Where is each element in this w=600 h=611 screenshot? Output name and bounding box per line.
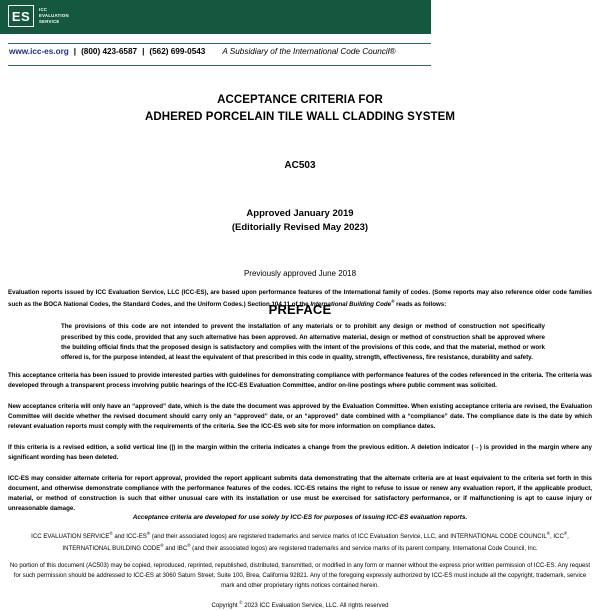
copyright-symbol-icon: ©	[239, 599, 243, 605]
preface-paragraph-5: ICC-ES may consider alternate criteria for report approval, provided the report applicant submits data demonstrating that the alternate criteria are at least equivalent to the criteria set forth in this document, and otherwise demonstrate compliance with the performance features of the codes. ICC-ES retains the right to refuse to issue or renew any evaluation report, if the applicable product, material, or method of construction is such that either unusual care with its installation or use must be exercised for satisfactory performance, or if malfunctioning is apt to cause injury or unreasonable damage.	[8, 475, 592, 513]
copyright-prefix: Copyright	[211, 601, 240, 609]
tm-line2-sup4: ®	[187, 543, 191, 549]
document-footer	[8, 513, 592, 611]
tm-line2-e: (and their associated logos)	[190, 545, 268, 553]
logo-wordmark	[39, 5, 69, 25]
preface-body	[8, 288, 592, 520]
copyright-text: 2023 ICC Evaluation Service, LLC. All rights reserved	[242, 601, 389, 609]
revision-note-b: ) in the margin within the criteria indicates a change from the previous edition. A deletion indicator (→) is provided in the margin where any significant wording has been deleted.	[8, 444, 592, 462]
logo-word-service: SERVICE	[39, 19, 60, 25]
title-block	[8, 92, 592, 317]
tm-line3: are registered trademarks and service marks of its parent company, International Code Council, Inc.	[268, 545, 538, 553]
title-line-1: ACCEPTANCE CRITERIA FOR	[217, 94, 383, 106]
vertical-bar-indicator-icon: |	[171, 444, 174, 452]
tm-line2-c: , INTERNATIONAL BUILDING CODE	[62, 533, 569, 553]
tm-line1-c: (and their associated logos) are registered trademarks and service marks of ICC Evaluation	[150, 533, 399, 541]
website-link[interactable]: www.icc-es.org	[9, 47, 69, 56]
logo-es-mark: ES	[8, 5, 34, 27]
previously-approved: Previously approved June 2018	[243, 268, 357, 278]
logo-word-icc: ICC	[39, 7, 48, 12]
tm-line2-sup3: ®	[160, 543, 164, 549]
tm-line2-b: , ICC	[549, 533, 564, 541]
tm-line2-d: and IBC	[163, 545, 188, 553]
usage-notice: Acceptance criteria are developed for use solely by ICC-ES for purposes of issuing ICC-ES evaluation reports.	[132, 514, 468, 521]
copy-line-1: No portion of this document (AC503) may be copied, reproduced, reprinted, republished, distributed, transmitted, or modified in any form or	[9, 562, 385, 570]
icc-es-logo	[8, 5, 69, 27]
logo-word-evaluation: EVALUATION	[39, 13, 69, 19]
preface-paragraph-1	[8, 288, 592, 310]
copy-line-3: Saturn Street, Suite 100, Brea, California 92821. Any of the foregoing expressly authorized by ICC-ES must include all the copyright,	[177, 572, 535, 580]
tm-line2-sup1: ®	[546, 531, 550, 537]
preface-p1-text: Evaluation reports issued by ICC Evaluation Service, LLC (ICC-ES), are based upon performance features of the International family of codes. (Some reports may also reference older code families such as the BOCA National Codes, the Standard Codes, and the Uniform Codes.) Section 104.11 of the	[8, 289, 592, 309]
preface-heading: PREFACE	[268, 301, 332, 317]
phone-primary[interactable]: (800) 423-6587	[81, 47, 138, 56]
reproduction-notice	[8, 561, 592, 591]
contact-separator-2: |	[142, 47, 145, 56]
ibc-title-italic: International Building Code	[310, 301, 392, 309]
contact-bar	[9, 47, 432, 56]
approval-block	[8, 171, 592, 234]
preface-paragraph-4	[8, 443, 592, 463]
tm-line1-b: and ICC-ES	[112, 533, 147, 541]
copy-line-4: trademark, service mark and other proprietary rights notices contained herein.	[221, 572, 587, 589]
preface-p1-tail: reads as follows:	[394, 301, 447, 309]
tm-line2-a: Service, LLC, and INTERNATIONAL CODE COUNCIL	[400, 533, 547, 541]
phone-secondary[interactable]: (562) 699-0543	[149, 47, 206, 56]
preface-paragraph-3: New acceptance criteria will only have an “approved” date, which is the date the document was approved by the Evaluation Committee. When existing acceptance criteria are revised, the Evaluation Committee will decide whether the revised document should carry only an “approved” date, or an “approved” date combined with a “compliance” date. The compliance date is the date by which relevant evaluation reports must comply with the requirements of the criteria. See the ICC-ES web site for more information on compliance dates.	[8, 402, 592, 430]
tm-line1-a: ICC EVALUATION SERVICE	[31, 533, 110, 541]
preface-paragraph-2: This acceptance criteria has been issued to provide interested parties with guidelines for demonstrating compliance with performance features of the codes referenced in the criteria. The criteria was developed through a transparent process involving public hearings of the ICC-ES Evaluation Committee, and/or on-line postings where public comment was solicited.	[8, 371, 592, 389]
trademark-notice	[8, 530, 592, 554]
ibc-registered-mark: ®	[391, 299, 395, 305]
header-rule-bottom	[8, 65, 431, 66]
contact-separator-1: |	[73, 47, 77, 56]
revised-date: (Editorially Revised May 2023)	[231, 221, 369, 233]
criteria-code: AC503	[284, 160, 316, 172]
tm-line1-sup2: ®	[146, 531, 151, 537]
header-rule-top	[8, 43, 431, 44]
subsidiary-note: A Subsidiary of the International Code Council®	[222, 47, 396, 56]
page-title	[8, 92, 592, 125]
copy-line-2: manner without the express prior written permission of ICC-ES. Any request for such permission should be addressed to ICC-ES at 3060	[13, 562, 591, 580]
copyright-line	[8, 599, 592, 611]
tm-line1-sup1: ®	[109, 531, 113, 537]
tm-line2-sup2: ®	[563, 531, 568, 537]
approved-date: Approved January 2019	[246, 208, 354, 220]
revision-note-a: If this criteria is a revised edition, a solid vertical line (	[8, 444, 172, 452]
title-line-2: ADHERED PORCELAIN TILE WALL CLADDING SYSTEM	[144, 110, 456, 123]
code-quote: The provisions of this code are not intended to prevent the installation of any materials or to prohibit any design or method of construction not specifically prescribed by this code, provided that any such alternative has been approved. An alternative material, design or method of construction shall be approved where the building official finds that the proposed design is satisfactory and complies with the intent of the provisions of this code, and that the material, method or work offered is, for the purpose intended, at least the equivalent of that prescribed in this code in quality, strength, effectiveness, fire resistance, durability and safety.	[61, 323, 545, 362]
